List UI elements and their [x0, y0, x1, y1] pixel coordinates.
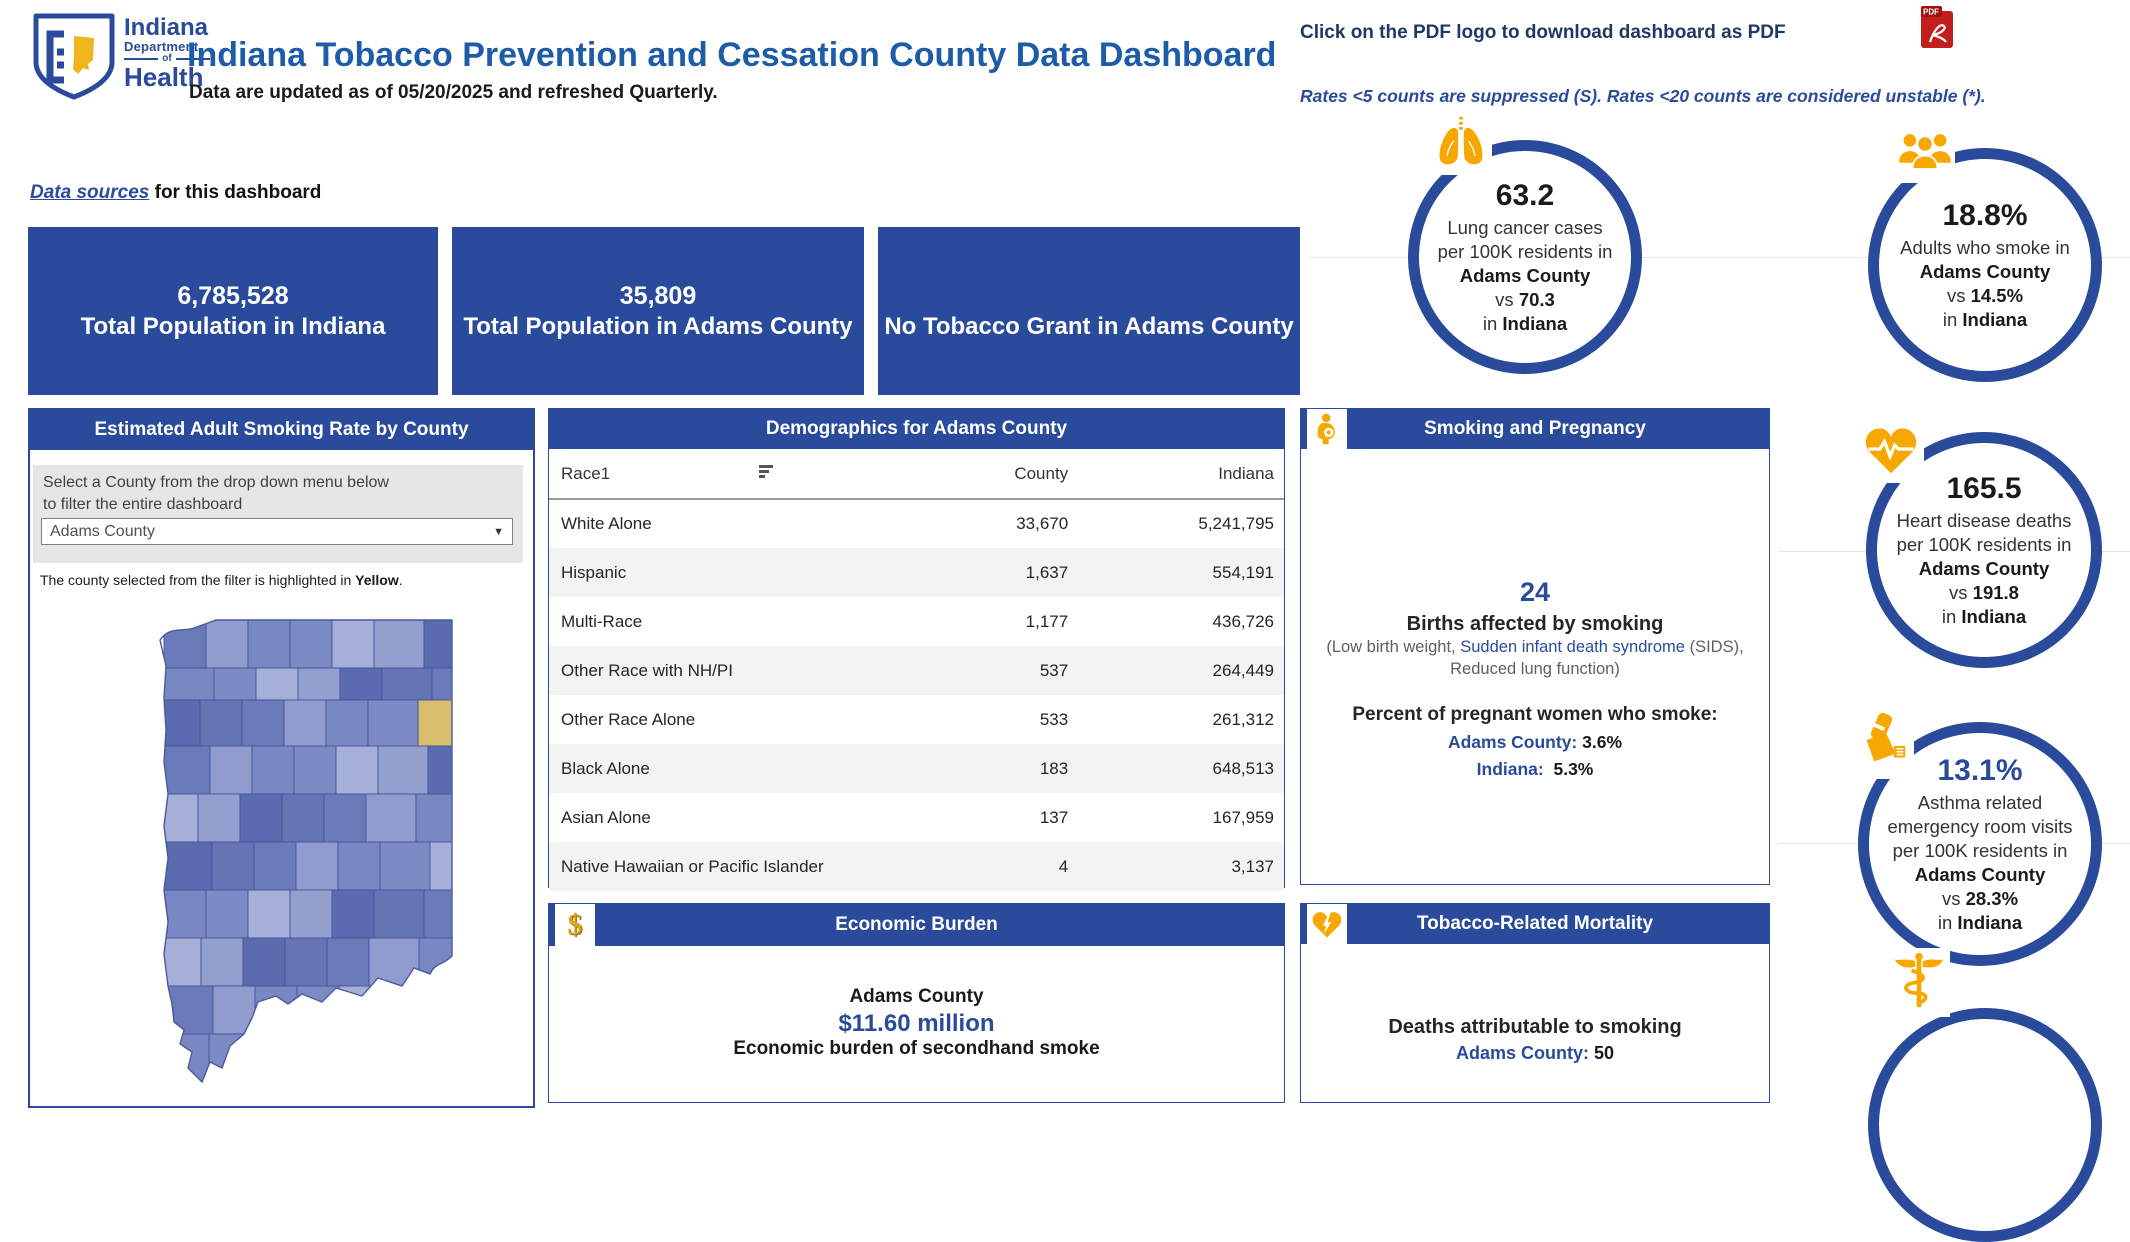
kpi-value: 165.5	[1946, 471, 2022, 505]
table-row[interactable]	[549, 744, 1284, 793]
mortality-panel	[1300, 903, 1770, 1103]
broken-heart-icon	[1307, 904, 1347, 944]
table-row[interactable]	[549, 548, 1284, 597]
column-header-race[interactable]: Race1	[549, 449, 939, 499]
kpi-value: 13.1%	[1937, 753, 2023, 787]
economic-amount: $11.60 million	[838, 1010, 995, 1037]
county-percent-line: Adams County: 3.6%	[1447, 732, 1623, 752]
kpi-county: Adams County	[1919, 260, 2051, 282]
smoking-rate-panel	[28, 408, 535, 1108]
table-row[interactable]	[549, 793, 1284, 842]
births-detail-line2: Reduced lung function)	[1450, 660, 1620, 678]
race-cell: Other Race with NH/PI	[561, 660, 733, 680]
logo-line: Indiana	[124, 14, 209, 41]
logo-line: Department	[124, 39, 199, 55]
kpi-line: Asthma related	[1917, 791, 2043, 813]
kpi-in-line: in Indiana	[1482, 312, 1568, 334]
indiana-cell: 167,959	[1212, 807, 1274, 827]
county-filter-box	[33, 465, 523, 563]
kpi-line: per 100K residents in	[1896, 533, 2072, 555]
economic-county: Adams County	[849, 986, 984, 1007]
lung-cancer-kpi-circle	[1408, 140, 1642, 374]
demographics-panel	[548, 408, 1285, 888]
kpi-line: Lung cancer cases	[1447, 216, 1603, 238]
table-row[interactable]	[549, 597, 1284, 646]
logo-line: of	[124, 54, 210, 64]
kpi-in-line: in Indiana	[1941, 605, 2027, 627]
indiana-cell: 5,241,795	[1198, 514, 1274, 533]
inhaler-icon	[1850, 710, 1914, 779]
panel-title: Estimated Adult Smoking Rate by County	[94, 419, 469, 440]
map-highlight-caption: The county selected from the filter is highlighted in Yellow.	[40, 572, 403, 588]
adult-smoking-kpi-circle	[1868, 148, 2102, 382]
box-value: 6,785,528	[177, 281, 289, 310]
box-label: Total Population in Indiana	[80, 312, 386, 340]
page-title: Indiana Tobacco Prevention and Cessation County Data Dashboard	[187, 36, 1277, 74]
table-header-row	[549, 449, 1284, 499]
table-row[interactable]	[549, 695, 1284, 744]
kpi-line: per 100K residents in	[1437, 240, 1613, 262]
filter-icon[interactable]	[759, 465, 775, 480]
rates-note: Rates <5 counts are suppressed (S). Rates <20 counts are considered unstable (*).	[1300, 86, 1986, 106]
panel-title: Demographics for Adams County	[765, 418, 1068, 439]
indiana-cell: 436,726	[1212, 611, 1274, 631]
table-row[interactable]	[549, 499, 1284, 548]
pdf-download-icon[interactable]	[1918, 6, 1956, 50]
caduceus-icon	[1888, 948, 1950, 1017]
county-cell: 537	[1039, 660, 1069, 680]
state-percent-line: Indiana: 5.3%	[1476, 759, 1594, 779]
data-sources-line	[30, 182, 321, 204]
pregnancy-panel	[1300, 408, 1770, 885]
births-affected-count: 24	[1519, 577, 1551, 607]
logo-line: Health	[124, 61, 204, 92]
smoking-rate-panel-header	[30, 410, 533, 450]
indiana-cell: 554,191	[1212, 562, 1274, 582]
box-value: 35,809	[619, 281, 697, 310]
column-header-indiana[interactable]: Indiana	[1078, 449, 1284, 499]
dollar-icon: $	[555, 904, 595, 946]
economic-description: Economic burden of secondhand smoke	[733, 1038, 1100, 1059]
births-affected-label: Births affected by smoking	[1406, 613, 1664, 635]
table-row[interactable]	[549, 842, 1284, 891]
column-header-county[interactable]: County	[939, 449, 1079, 499]
county-cell: 183	[1039, 758, 1069, 778]
table-row[interactable]	[549, 646, 1284, 695]
kpi-vs-line: vs 14.5%	[1946, 284, 2024, 306]
county-cell: 4	[1058, 856, 1069, 876]
idoh-shield-logo-icon	[28, 12, 120, 102]
economic-burden-panel	[548, 903, 1285, 1103]
lungs-icon	[1430, 112, 1492, 175]
total-population-county-box	[452, 227, 864, 395]
race-cell: White Alone	[561, 514, 652, 533]
chevron-down-icon: ▼	[493, 525, 504, 538]
race-cell: Multi-Race	[561, 611, 643, 631]
county-cell: 137	[1039, 807, 1069, 827]
county-cell: 1,637	[1025, 562, 1069, 582]
mortality-panel-header	[1301, 904, 1769, 944]
kpi-line: per 100K residents in	[1892, 839, 2068, 861]
indiana-cell: 648,513	[1212, 758, 1274, 778]
race-cell: Native Hawaiian or Pacific Islander	[561, 856, 824, 876]
pdf-icon-label: PDF	[1923, 7, 1939, 17]
tobacco-grant-box	[878, 227, 1300, 395]
kpi-line: Adults who smoke in	[1900, 236, 2070, 258]
filter-instruction-line1: Select a County from the drop down menu below	[43, 474, 389, 491]
sids-link[interactable]: Sudden infant death syndrome	[1460, 638, 1685, 656]
county-cell: 533	[1039, 709, 1069, 729]
data-sources-link[interactable]: Data sources	[30, 182, 150, 203]
page-subtitle: Data are updated as of 05/20/2025 and refreshed Quarterly.	[189, 82, 718, 103]
kpi-vs-line: vs 191.8	[1949, 581, 2019, 603]
pregnancy-panel-body	[1301, 577, 1769, 780]
pregnant-woman-icon	[1307, 409, 1347, 449]
heart-pulse-icon	[1858, 420, 1924, 483]
box-label: Total Population in Adams County	[463, 312, 853, 340]
demographics-table	[549, 449, 1284, 891]
county-cell: 33,670	[1016, 514, 1069, 533]
panel-title: Economic Burden	[835, 914, 998, 935]
partial-kpi-circle	[1868, 1008, 2102, 1242]
kpi-vs-line: vs 28.3%	[1941, 887, 2019, 909]
total-population-indiana-box	[28, 227, 438, 395]
indiana-cell: 261,312	[1212, 709, 1274, 729]
smokers-group-icon	[1895, 126, 1955, 183]
pdf-instruction: Click on the PDF logo to download dashboard as PDF	[1300, 22, 1786, 43]
kpi-value: 63.2	[1495, 178, 1555, 212]
demographics-panel-header	[549, 409, 1284, 449]
kpi-vs-line: vs 70.3	[1495, 288, 1555, 310]
mortality-heading: Deaths attributable to smoking	[1388, 1016, 1682, 1038]
race-cell: Other Race Alone	[561, 709, 696, 729]
box-label: No Tobacco Grant in Adams County	[884, 312, 1294, 340]
kpi-county: Adams County	[1914, 863, 2046, 885]
indiana-cell: 264,449	[1212, 660, 1274, 680]
pregnant-smokers-heading: Percent of pregnant women who smoke:	[1352, 704, 1718, 725]
kpi-line: emergency room visits	[1887, 815, 2073, 837]
kpi-value: 18.8%	[1942, 198, 2028, 232]
indiana-cell: 3,137	[1231, 856, 1274, 876]
data-sources-rest: for this dashboard	[149, 182, 322, 203]
kpi-line: Heart disease deaths	[1896, 509, 2072, 531]
kpi-in-line: in Indiana	[1937, 911, 2023, 933]
panel-title: Tobacco-Related Mortality	[1416, 913, 1654, 934]
panel-title: Smoking and Pregnancy	[1424, 418, 1646, 439]
county-cell: 1,177	[1025, 611, 1069, 631]
filter-instruction-line2: to filter the entire dashboard	[43, 496, 243, 513]
births-detail-line1: (Low birth weight, Sudden infant death syndrome (SIDS),	[1326, 638, 1744, 656]
pregnancy-panel-header	[1301, 409, 1769, 449]
mortality-county-line: Adams County: 50	[1455, 1043, 1615, 1063]
county-dropdown-value: Adams County	[50, 522, 155, 540]
race-cell: Black Alone	[561, 758, 650, 778]
kpi-in-line: in Indiana	[1942, 308, 2028, 330]
kpi-county: Adams County	[1459, 264, 1591, 286]
county-dropdown[interactable]	[41, 518, 513, 545]
kpi-county: Adams County	[1918, 557, 2050, 579]
economic-panel-header	[549, 904, 1284, 946]
race-cell: Hispanic	[561, 562, 627, 582]
indiana-county-map[interactable]	[130, 606, 460, 1126]
race-cell: Asian Alone	[561, 807, 651, 827]
